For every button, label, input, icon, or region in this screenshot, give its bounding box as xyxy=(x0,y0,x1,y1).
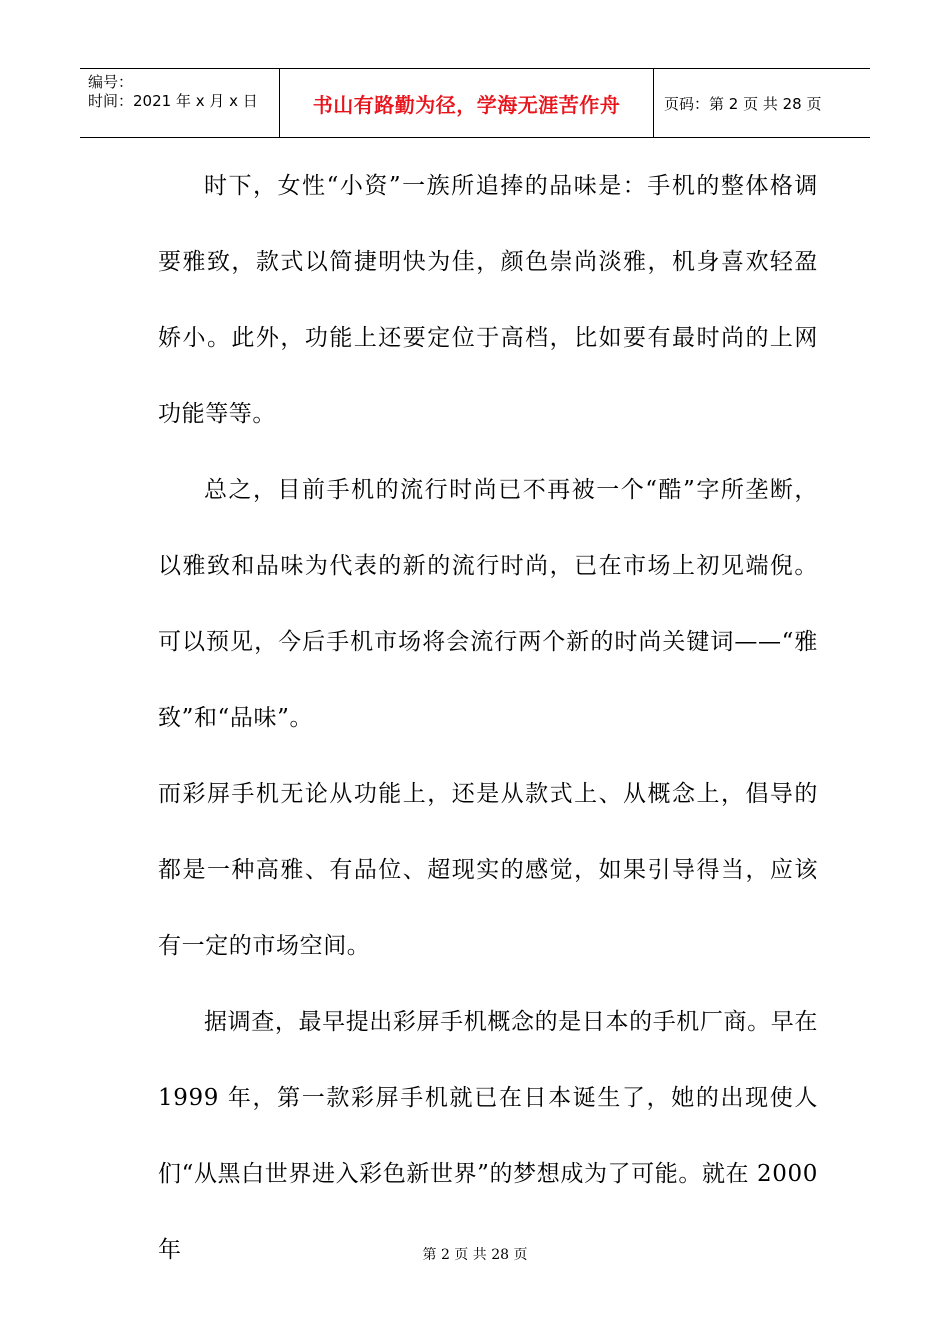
page-footer: 第 2 页 共 28 页 xyxy=(422,1247,528,1263)
paragraph: 据调查，最早提出彩屏手机概念的是日本的手机厂商。早在 1999 年，第一款彩屏手机就已在日本诞生了，她的出现使人们“从黑白世界进入彩色新世界”的梦想成为了可能。就在 2000 年 xyxy=(158,1009,818,1263)
header-page-info: 页码：第 2 页 共 28 页 xyxy=(664,94,822,113)
document-date-label: 时间：2021 年 x 月 x 日 xyxy=(88,92,258,110)
document-number-label: 编号： xyxy=(88,73,134,91)
page-header xyxy=(80,68,870,138)
paragraph: 而彩屏手机无论从功能上，还是从款式上、从概念上，倡导的都是一种高雅、有品位、超现实的感觉，如果引导得当，应该有一定的市场空间。 xyxy=(158,781,818,959)
paragraph: 时下，女性“小资”一族所追捧的品味是：手机的整体格调要雅致，款式以简捷明快为佳，颜色崇尚淡雅，机身喜欢轻盈娇小。此外，功能上还要定位于高档，比如要有最时尚的上网功能等等。 xyxy=(158,173,818,427)
document-body xyxy=(158,148,818,1288)
paragraph: 总之，目前手机的流行时尚已不再被一个“酷”字所垄断，以雅致和品味为代表的新的流行时尚，已在市场上初见端倪。可以预见，今后手机市场将会流行两个新的时尚关键词——“雅致”和“品味”。 xyxy=(158,477,818,731)
header-meta xyxy=(80,69,280,137)
header-motto: 书山有路勤为径，学海无涯苦作舟 xyxy=(280,69,654,137)
